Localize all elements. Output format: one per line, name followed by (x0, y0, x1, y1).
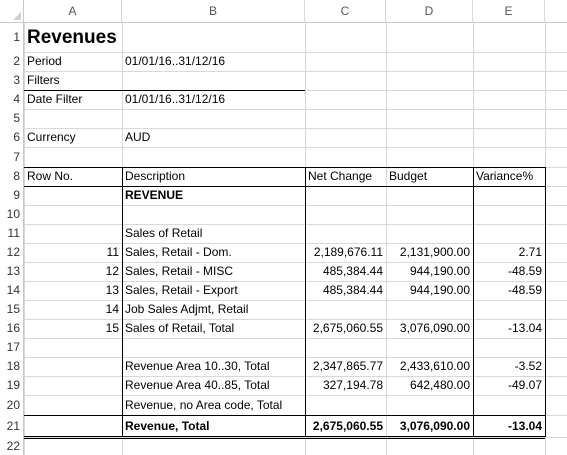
net-change-cell[interactable]: 327,194.78 (322, 378, 383, 392)
period-value[interactable]: 01/01/16..31/12/16 (125, 54, 226, 68)
variance-cell[interactable] (473, 186, 545, 205)
row-no-cell[interactable] (24, 338, 122, 357)
description-cell[interactable]: Sales of Retail (125, 226, 203, 240)
net-change-cell[interactable] (305, 395, 386, 415)
variance-cell[interactable]: 2.71 (518, 245, 542, 259)
column-header-d[interactable]: D (386, 0, 473, 23)
row-header-4[interactable]: 4 (0, 90, 24, 109)
row-header-2[interactable]: 2 (0, 52, 24, 71)
row-no-cell[interactable] (24, 205, 122, 224)
header-variance[interactable]: Variance% (476, 169, 534, 183)
net-change-cell[interactable]: 2,189,676.11 (313, 245, 383, 259)
description-cell[interactable]: Sales, Retail - Dom. (125, 245, 232, 259)
net-change-cell[interactable]: 2,675,060.55 (312, 419, 383, 433)
variance-cell[interactable] (473, 224, 545, 243)
column-header-a[interactable]: A (24, 0, 122, 23)
variance-cell[interactable] (473, 338, 545, 357)
row-header-3[interactable]: 3 (0, 71, 24, 90)
gridline-row (24, 71, 567, 72)
header-row-no[interactable]: Row No. (27, 169, 74, 183)
row-no-cell[interactable] (24, 357, 122, 376)
row-no-cell[interactable] (24, 376, 122, 395)
description-cell[interactable] (122, 338, 128, 357)
filters-label[interactable]: Filters (27, 73, 60, 87)
border-total-bottom-double (24, 438, 545, 439)
description-cell[interactable]: Revenue Area 40..85, Total (125, 378, 270, 392)
row-no-cell[interactable]: 12 (105, 264, 119, 278)
row-header-1[interactable]: 1 (0, 23, 24, 52)
report-title[interactable]: Revenues (27, 27, 117, 48)
select-all-corner[interactable] (0, 0, 24, 23)
description-cell[interactable]: Revenue, no Area code, Total (125, 398, 283, 412)
date-filter-label[interactable]: Date Filter (27, 92, 83, 106)
description-cell[interactable]: Revenue, Total (125, 419, 210, 433)
column-header-blank (545, 0, 567, 23)
variance-cell[interactable]: -48.59 (507, 283, 542, 297)
row-header-20[interactable]: 20 (0, 395, 24, 415)
header-budget[interactable]: Budget (389, 169, 428, 183)
row-no-cell[interactable]: 13 (105, 283, 119, 297)
row-header-7[interactable]: 7 (0, 147, 24, 167)
net-change-cell[interactable] (305, 205, 386, 224)
row-no-cell[interactable] (24, 415, 122, 437)
currency-label[interactable]: Currency (27, 130, 76, 144)
description-cell[interactable]: Sales of Retail, Total (125, 321, 235, 335)
budget-cell[interactable] (386, 300, 473, 319)
row-header-9[interactable]: 9 (0, 186, 24, 205)
column-header-b[interactable]: B (122, 0, 305, 23)
net-change-cell[interactable]: 485,384.44 (322, 264, 383, 278)
budget-cell[interactable] (386, 224, 473, 243)
currency-value[interactable]: AUD (125, 130, 151, 144)
header-net-change[interactable]: Net Change (308, 169, 373, 183)
row-no-cell[interactable]: 15 (105, 321, 119, 335)
budget-cell[interactable]: 944,190.00 (409, 283, 470, 297)
row-header-17[interactable]: 17 (0, 338, 24, 357)
row-header-22[interactable]: 22 (0, 437, 24, 455)
net-change-cell[interactable] (305, 300, 386, 319)
row-header-16[interactable]: 16 (0, 319, 24, 338)
row-header-19[interactable]: 19 (0, 376, 24, 395)
budget-cell[interactable]: 3,076,090.00 (399, 419, 470, 433)
row-header-10[interactable]: 10 (0, 205, 24, 224)
row-no-cell[interactable] (24, 224, 122, 243)
row-header-12[interactable]: 12 (0, 243, 24, 262)
net-change-cell[interactable] (305, 224, 386, 243)
net-change-cell[interactable] (305, 338, 386, 357)
variance-cell[interactable] (473, 300, 545, 319)
border-table-top (24, 167, 545, 168)
budget-cell[interactable] (386, 338, 473, 357)
variance-cell[interactable]: -3.52 (514, 359, 542, 373)
variance-cell[interactable] (473, 395, 545, 415)
description-cell[interactable]: Sales, Retail - Export (125, 283, 238, 297)
budget-cell[interactable]: 642,480.00 (409, 378, 470, 392)
gridline-row (24, 109, 567, 110)
budget-cell[interactable] (386, 205, 473, 224)
row-header-15[interactable]: 15 (0, 300, 24, 319)
column-header-e[interactable]: E (473, 0, 545, 23)
border-table-col (545, 167, 546, 437)
row-header-5[interactable]: 5 (0, 109, 24, 128)
budget-cell[interactable] (386, 395, 473, 415)
net-change-cell[interactable]: 2,347,865.77 (312, 359, 383, 373)
variance-cell[interactable]: -13.04 (507, 419, 542, 433)
description-cell[interactable]: Sales, Retail - MISC (125, 264, 234, 278)
date-filter-value[interactable]: 01/01/16..31/12/16 (125, 92, 226, 106)
description-cell[interactable]: Job Sales Adjmt, Retail (125, 302, 249, 316)
description-cell[interactable]: REVENUE (125, 188, 184, 202)
description-cell[interactable]: Revenue Area 10..30, Total (125, 359, 270, 373)
row-no-cell[interactable]: 14 (105, 302, 119, 316)
net-change-cell[interactable]: 2,675,060.55 (312, 321, 383, 335)
budget-cell[interactable]: 2,131,900.00 (399, 245, 470, 259)
gridline-row (24, 147, 567, 148)
variance-cell[interactable]: -48.59 (507, 264, 542, 278)
budget-cell[interactable]: 3,076,090.00 (399, 321, 470, 335)
budget-cell[interactable]: 2,433,610.00 (399, 359, 470, 373)
net-change-cell[interactable] (305, 186, 386, 205)
period-label[interactable]: Period (27, 54, 62, 68)
budget-cell[interactable]: 944,190.00 (409, 264, 470, 278)
column-header-c[interactable]: C (305, 0, 386, 23)
variance-cell[interactable]: -49.07 (507, 378, 542, 392)
net-change-cell[interactable]: 485,384.44 (322, 283, 383, 297)
row-header-6[interactable]: 6 (0, 128, 24, 147)
row-header-8[interactable]: 8 (0, 167, 24, 186)
gridline-row (24, 128, 567, 129)
row-header-18[interactable]: 18 (0, 357, 24, 376)
budget-cell[interactable] (386, 186, 473, 205)
row-no-cell[interactable]: 11 (106, 245, 119, 259)
header-description[interactable]: Description (125, 169, 186, 183)
row-header-13[interactable]: 13 (0, 262, 24, 281)
row-header-14[interactable]: 14 (0, 281, 24, 300)
row-no-cell[interactable] (24, 395, 122, 415)
variance-cell[interactable]: -13.04 (507, 321, 542, 335)
row-no-cell[interactable] (24, 186, 122, 205)
gridline-row (24, 52, 567, 53)
description-cell[interactable] (122, 205, 128, 224)
row-header-11[interactable]: 11 (0, 224, 24, 243)
row-header-21[interactable]: 21 (0, 415, 24, 437)
variance-cell[interactable] (473, 205, 545, 224)
